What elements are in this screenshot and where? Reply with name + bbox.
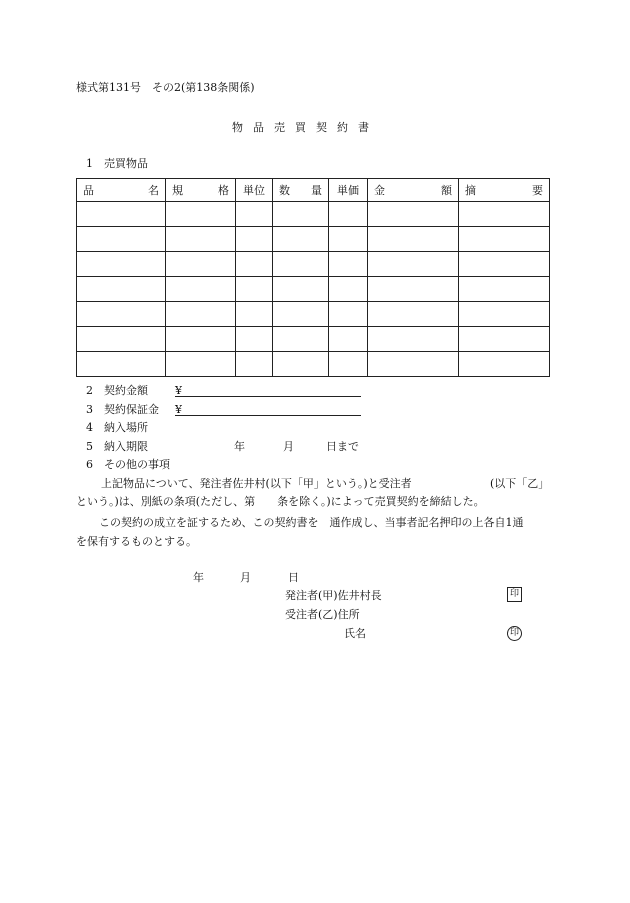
table-cell	[329, 252, 368, 277]
paragraph-2-line-1: この契約の成立を証するため、この契約書を 通作成し、当事者記名押印の上各自1通	[99, 516, 524, 529]
table-row	[77, 227, 550, 252]
header-amount: 金 額	[368, 179, 459, 202]
table-row	[77, 302, 550, 327]
paragraph-2-line-2: を保有するものとする。	[76, 535, 197, 548]
table-cell	[329, 202, 368, 227]
header-quantity: 数 量	[273, 179, 329, 202]
section-label: 納入場所	[104, 421, 148, 434]
section-label: 納入期限	[104, 440, 148, 453]
table-cell	[368, 302, 459, 327]
guarantee-yen: ¥	[175, 403, 182, 416]
document-title: 物品売買契約書	[232, 121, 379, 134]
table-row	[77, 202, 550, 227]
table-header-row	[77, 179, 550, 202]
orderer-label: 発注者(甲)佐井村長	[285, 589, 382, 602]
deadline-year: 年	[234, 440, 245, 453]
table-cell	[77, 202, 166, 227]
seal-square-icon: 印	[507, 587, 522, 602]
table-cell	[273, 327, 329, 352]
table-cell	[166, 252, 236, 277]
table-cell	[236, 227, 273, 252]
table-cell	[329, 352, 368, 377]
table-cell	[459, 277, 550, 302]
date-day: 日	[288, 571, 299, 584]
section-number: 5	[86, 440, 93, 453]
table-cell	[166, 277, 236, 302]
table-cell	[236, 327, 273, 352]
table-cell	[329, 327, 368, 352]
table-cell	[459, 327, 550, 352]
table-cell	[236, 302, 273, 327]
table-cell	[166, 302, 236, 327]
goods-table	[76, 178, 550, 377]
table-cell	[77, 327, 166, 352]
table-cell	[459, 202, 550, 227]
section-number: 2	[86, 384, 93, 397]
table-cell	[459, 302, 550, 327]
table-cell	[77, 252, 166, 277]
section-3-guarantee	[86, 403, 159, 417]
section-1-heading	[86, 157, 148, 171]
table-cell	[329, 227, 368, 252]
table-row	[77, 352, 550, 377]
section-label: その他の事項	[104, 458, 170, 471]
table-cell	[273, 277, 329, 302]
table-cell	[368, 352, 459, 377]
header-unit-price: 単価	[329, 179, 368, 202]
table-cell	[329, 277, 368, 302]
table-cell	[77, 302, 166, 327]
table-cell	[329, 302, 368, 327]
section-label: 売買物品	[104, 157, 148, 170]
deadline-day: 日まで	[326, 440, 359, 453]
table-row	[77, 277, 550, 302]
table-cell	[368, 227, 459, 252]
table-cell	[273, 352, 329, 377]
contract-amount-line	[175, 396, 361, 397]
table-cell	[166, 352, 236, 377]
table-cell	[273, 202, 329, 227]
section-label: 契約金額	[104, 384, 148, 397]
table-cell	[459, 227, 550, 252]
table-cell	[236, 202, 273, 227]
table-cell	[236, 252, 273, 277]
section-4-delivery-place	[86, 421, 148, 435]
guarantee-line	[175, 415, 361, 416]
table-cell	[459, 252, 550, 277]
table-row	[77, 252, 550, 277]
table-cell	[236, 277, 273, 302]
table-cell	[273, 227, 329, 252]
table-cell	[236, 352, 273, 377]
contract-amount-yen: ¥	[175, 384, 182, 397]
contractor-name-label: 氏名	[344, 627, 366, 640]
table-cell	[77, 352, 166, 377]
section-number: 4	[86, 421, 93, 434]
table-row	[77, 327, 550, 352]
table-cell	[368, 277, 459, 302]
paragraph-1-line-1-end: (以下「乙」	[490, 477, 550, 490]
table-cell	[166, 327, 236, 352]
section-number: 6	[86, 458, 93, 471]
date-year: 年	[193, 571, 204, 584]
section-5-deadline	[86, 440, 148, 454]
paragraph-1-line-1: 上記物品について、発注者佐井村(以下「甲」という。)と受注者	[101, 477, 412, 490]
section-number: 1	[86, 157, 93, 170]
table-cell	[368, 252, 459, 277]
table-cell	[77, 277, 166, 302]
deadline-month: 月	[283, 440, 294, 453]
table-cell	[273, 302, 329, 327]
header-spec: 規 格	[166, 179, 236, 202]
section-6-other	[86, 458, 170, 472]
section-label: 契約保証金	[104, 403, 159, 416]
section-number: 3	[86, 403, 93, 416]
table-cell	[273, 252, 329, 277]
paragraph-1-line-2: という。)は、別紙の条項(ただし、第 条を除く。)によって売買契約を締結した。	[76, 495, 485, 508]
table-cell	[368, 327, 459, 352]
table-cell	[166, 202, 236, 227]
table-cell	[368, 202, 459, 227]
table-cell	[459, 352, 550, 377]
contractor-address-label: 受注者(乙)住所	[285, 608, 360, 621]
date-month: 月	[240, 571, 251, 584]
header-remarks: 摘 要	[459, 179, 550, 202]
form-number: 様式第131号 その2(第138条関係)	[76, 81, 255, 94]
header-unit: 単位	[236, 179, 273, 202]
section-2-contract-amount	[86, 384, 148, 398]
table-cell	[166, 227, 236, 252]
seal-circle-icon: 印	[507, 626, 522, 641]
header-item-name: 品 名	[77, 179, 166, 202]
table-cell	[77, 227, 166, 252]
